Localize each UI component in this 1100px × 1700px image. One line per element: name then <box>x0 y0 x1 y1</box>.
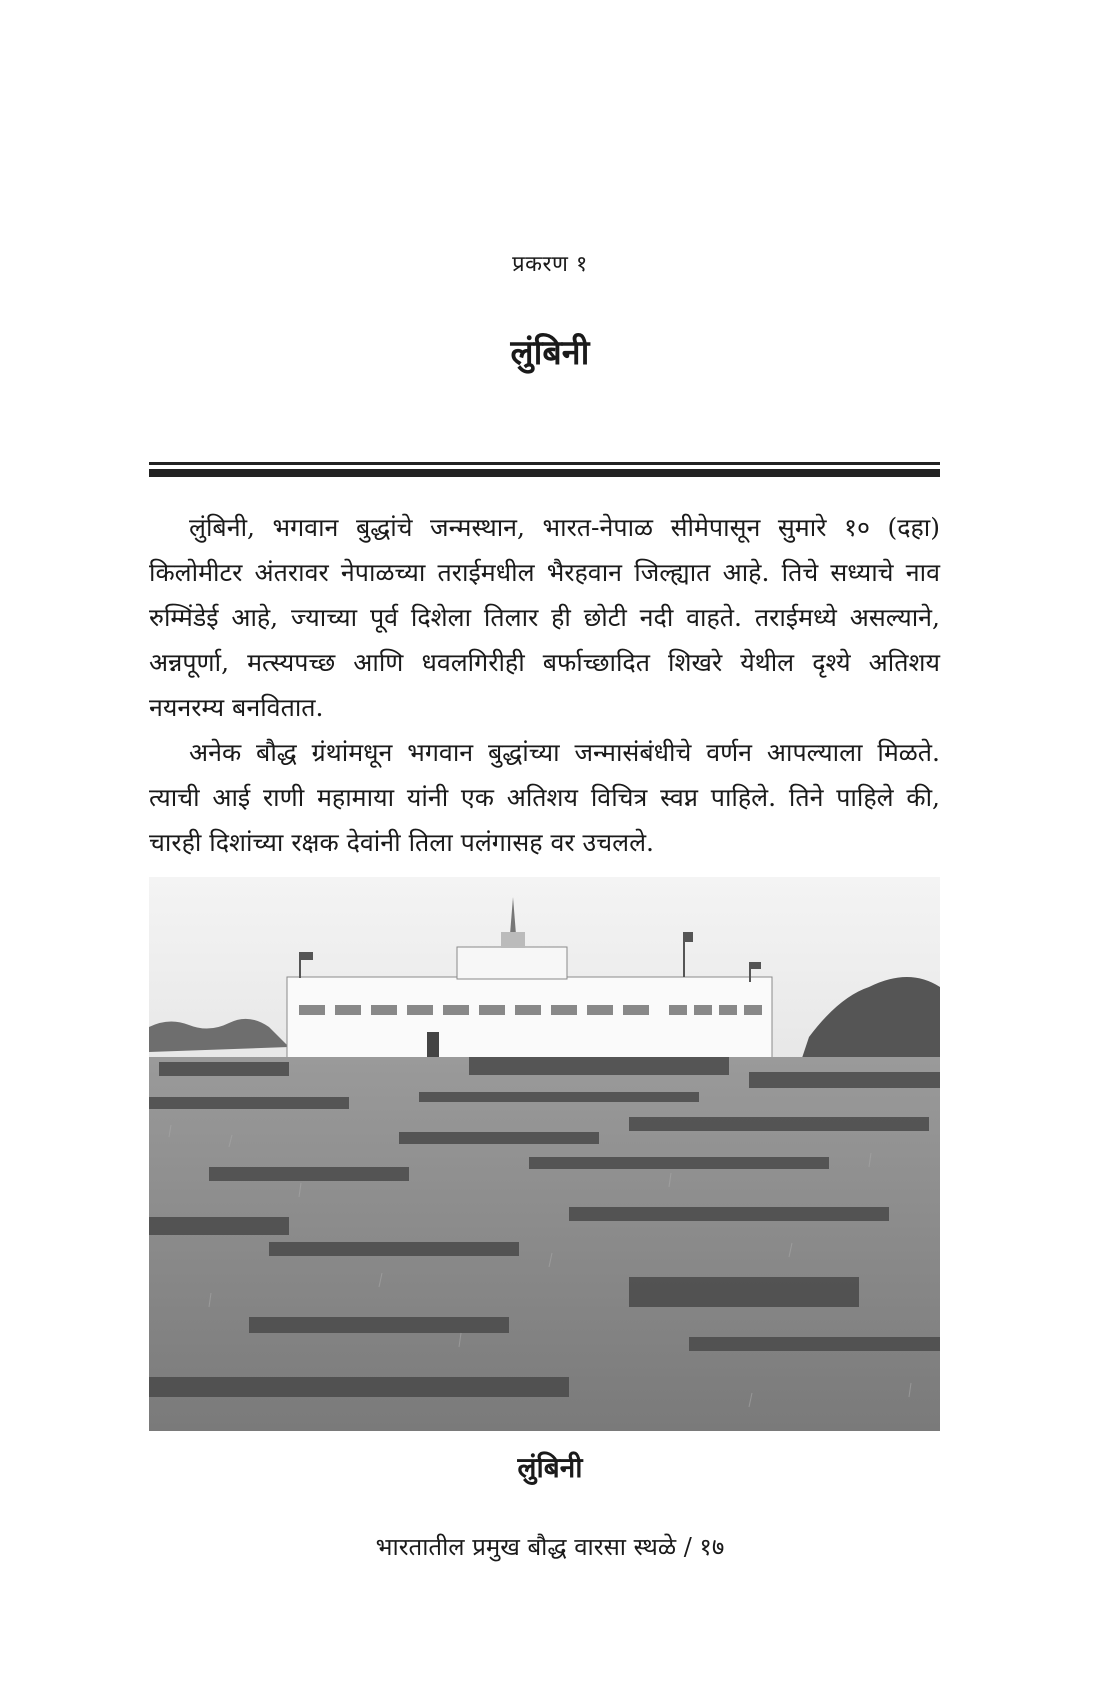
page-footer: भारतातील प्रमुख बौद्ध वारसा स्थळे / १७ <box>375 1533 725 1561</box>
temple-upper <box>457 947 567 979</box>
lumbini-photo <box>149 877 940 1431</box>
chapter-title: लुंबिनी <box>510 333 590 373</box>
paragraph-2: अनेक बौद्ध ग्रंथांमधून भगवान बुद्धांच्या जन्मासंबंधीचे वर्णन आपल्याला मिळते. त्याची आई राणी महामाया यांनी एक अतिशय विचित्र स्वप्न पाहिले. तिने पाहिले की, चारही दिशांच्या रक्षक देवांनी तिला पलंगासह वर उचलले. <box>149 738 940 857</box>
temple-main <box>287 977 772 1062</box>
chapter-label: प्रकरण १ <box>512 252 588 277</box>
body-text <box>149 505 940 865</box>
title-rule-thin <box>149 462 940 465</box>
temple-spire-base <box>501 932 525 948</box>
grass-field <box>149 1057 940 1431</box>
paragraph-1: लुंबिनी, भगवान बुद्धांचे जन्मस्थान, भारत-नेपाळ सीमेपासून सुमारे १० (दहा) किलोमीटर अंतरावर नेपाळच्या तराईमधील भैरहवान जिल्ह्यात आहे. तिचे सध्याचे नाव रुम्मिंडेई आहे, ज्याच्या पूर्व दिशेला तिलार ही छोटी नदी वाहते. तराईमध्ये असल्याने, अन्नपूर्णा, मत्स्यपच्छ आणि धवलगिरीही बर्फाच्छादित शिखरे येथील दृश्ये अतिशय नयनरम्य बनवितात. <box>149 513 940 722</box>
temple-door <box>427 1032 439 1057</box>
title-rule-thick <box>149 469 940 477</box>
photo-caption: लुंबिनी <box>517 1451 583 1484</box>
